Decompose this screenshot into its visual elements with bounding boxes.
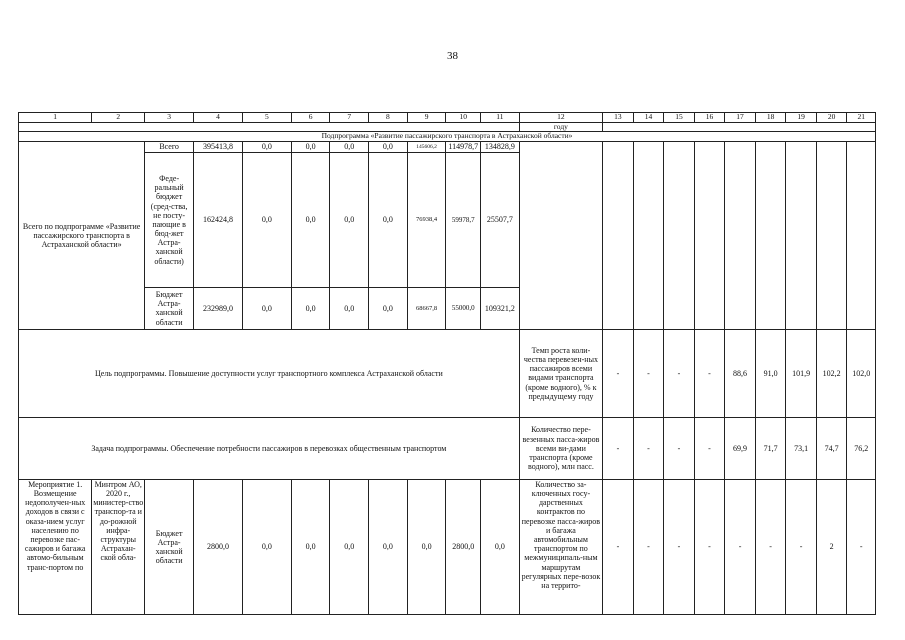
cell: - <box>786 479 817 614</box>
continuation-row <box>19 122 876 132</box>
total-row-all <box>19 141 876 152</box>
source-label: Феде-ральный бюджет (сред-ства, не посту-пающие в бюд-жет Астра-ханской области) <box>145 152 194 287</box>
cell: 91,0 <box>755 329 786 417</box>
cell: 0,0 <box>242 287 291 329</box>
cell: 0,0 <box>369 287 408 329</box>
source-label: Всего <box>145 141 194 152</box>
measure-executor: Минтром АО, 2020 г., министер-ство транспор-та и до-рожной инфра-структуры Астрахан-ской обла- <box>92 479 145 614</box>
col-num: 19 <box>786 113 817 123</box>
cell: 2 <box>816 479 847 614</box>
col-num: 4 <box>194 113 243 123</box>
cell: 0,0 <box>330 287 369 329</box>
cell: 55000,0 <box>446 287 481 329</box>
goal-indicator: Темп роста коли-чества перевезен-ных пассажиров всеми видами транспорта (кроме водного), % к предыдущему году <box>519 329 602 417</box>
cell: - <box>694 329 725 417</box>
cell: 0,0 <box>330 141 369 152</box>
cell: - <box>664 329 695 417</box>
cell: - <box>603 329 634 417</box>
cell: - <box>633 417 664 479</box>
column-number-row <box>19 113 876 123</box>
cell: 134828,9 <box>481 141 520 152</box>
cell: - <box>633 479 664 614</box>
measure-row <box>19 479 876 614</box>
col-num: 14 <box>633 113 664 123</box>
col-num: 8 <box>369 113 408 123</box>
col-num: 1 <box>19 113 92 123</box>
cell: - <box>694 479 725 614</box>
cell: 395413,8 <box>194 141 243 152</box>
cell: 74,7 <box>816 417 847 479</box>
cell: 0,0 <box>291 287 330 329</box>
subprogram-title-row <box>19 132 876 142</box>
cell: 162424,8 <box>194 152 243 287</box>
goal-row <box>19 329 876 417</box>
col-num: 2 <box>92 113 145 123</box>
measure-source: Бюджет Астра-ханской области <box>145 479 194 614</box>
cell: 76,2 <box>847 417 876 479</box>
continuation-text: году <box>519 122 602 132</box>
page-number: 38 <box>447 50 458 62</box>
task-text: Задача подпрограммы. Обеспечение потребности пассажиров в перевозках общественным транспортом <box>19 417 520 479</box>
task-indicator: Количество пере-везенных пасса-жиров всеми ви-дами транспорта (кроме водного), млн пасс. <box>519 417 602 479</box>
col-num: 15 <box>664 113 695 123</box>
cell: 0,0 <box>291 479 330 614</box>
col-num: 7 <box>330 113 369 123</box>
cell: 0,0 <box>481 479 520 614</box>
source-label: Бюджет Астра-ханской области <box>145 287 194 329</box>
col-num: 10 <box>446 113 481 123</box>
cell: - <box>664 417 695 479</box>
cell: 0,0 <box>330 479 369 614</box>
col-num: 16 <box>694 113 725 123</box>
cell: 0,0 <box>242 152 291 287</box>
col-num: 5 <box>242 113 291 123</box>
program-table <box>18 112 876 615</box>
cell: 0,0 <box>242 141 291 152</box>
cell: 69,9 <box>725 417 756 479</box>
cell: 0,0 <box>242 479 291 614</box>
cell: 73,1 <box>786 417 817 479</box>
cell: 101,9 <box>786 329 817 417</box>
col-num: 18 <box>755 113 786 123</box>
cell: 76938,4 <box>407 152 446 287</box>
col-num: 6 <box>291 113 330 123</box>
cell: 102,0 <box>847 329 876 417</box>
total-label: Всего по подпрограмме «Развитие пассажирского транспорта в Астраханской области» <box>19 141 145 329</box>
measure-indicator: Количество за-ключенных госу-дарственных контрактов по перевозке пасса-жиров и багажа автомобильным транспортом по межмуниципаль-ным маршрутам регулярных пере-возок на террито- <box>519 479 602 614</box>
cell: 0,0 <box>369 152 408 287</box>
cell: 2800,0 <box>194 479 243 614</box>
cell: 0,0 <box>369 141 408 152</box>
cell: - <box>725 479 756 614</box>
col-num: 12 <box>519 113 602 123</box>
cell: - <box>603 479 634 614</box>
cell: 59978,7 <box>446 152 481 287</box>
cell: - <box>694 417 725 479</box>
cell: 114978,7 <box>446 141 481 152</box>
cell: - <box>755 479 786 614</box>
cell: 0,0 <box>407 479 446 614</box>
cell: - <box>664 479 695 614</box>
col-num: 21 <box>847 113 876 123</box>
cell: 102,2 <box>816 329 847 417</box>
cell: 109321,2 <box>481 287 520 329</box>
cell: 232989,0 <box>194 287 243 329</box>
cell: 25507,7 <box>481 152 520 287</box>
col-num: 13 <box>603 113 634 123</box>
subprogram-title: Подпрограмма «Развитие пассажирского транспорта в Астраханской области» <box>19 132 876 142</box>
cell: - <box>603 417 634 479</box>
goal-text: Цель подпрограммы. Повышение доступности услуг транспортного комплекса Астраханской области <box>19 329 520 417</box>
measure-title: Мероприятие 1. Возмещение недополучен-ных доходов в связи с оказа-нием услуг населению по перевозке пас-сажиров и багажа автомо-бильным транс-портом по <box>19 479 92 614</box>
cell: 2800,0 <box>446 479 481 614</box>
col-num: 11 <box>481 113 520 123</box>
cell: 71,7 <box>755 417 786 479</box>
cell: 0,0 <box>330 152 369 287</box>
col-num: 17 <box>725 113 756 123</box>
cell: 0,0 <box>369 479 408 614</box>
col-num: 20 <box>816 113 847 123</box>
col-num: 3 <box>145 113 194 123</box>
cell: 145606,2 <box>407 141 446 152</box>
cell: 68667,8 <box>407 287 446 329</box>
cell: 0,0 <box>291 152 330 287</box>
cell: 88,6 <box>725 329 756 417</box>
col-num: 9 <box>407 113 446 123</box>
cell: - <box>633 329 664 417</box>
task-row <box>19 417 876 479</box>
cell: 0,0 <box>291 141 330 152</box>
cell: - <box>847 479 876 614</box>
